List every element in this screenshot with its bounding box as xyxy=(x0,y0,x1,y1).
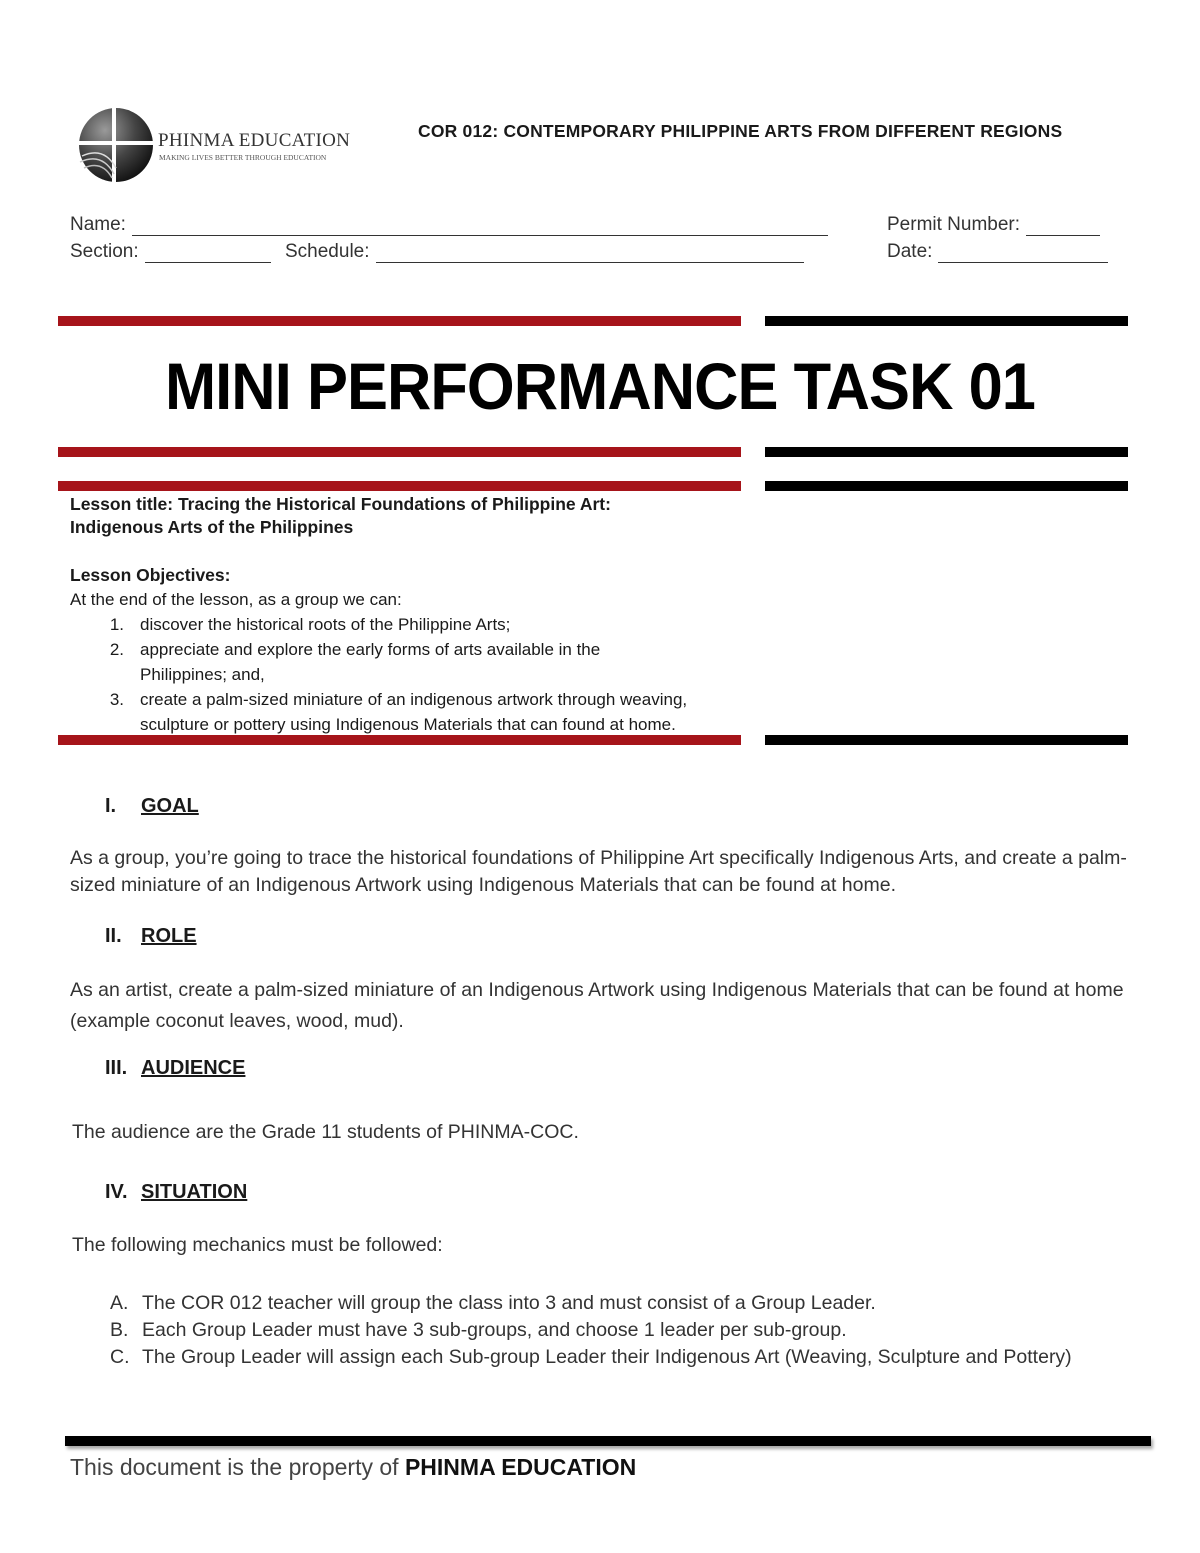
lesson-title-text-2: Indigenous Arts of the Philippines xyxy=(70,517,354,537)
section-field[interactable] xyxy=(70,241,271,263)
divider-black xyxy=(765,316,1128,326)
date-field[interactable] xyxy=(887,241,1108,263)
date-input-line[interactable] xyxy=(938,244,1108,263)
divider-black xyxy=(765,735,1128,745)
schedule-label: Schedule: xyxy=(285,241,370,262)
course-title: COR 012: CONTEMPORARY PHILIPPINE ARTS FROM DIFFERENT REGIONS xyxy=(418,121,1063,141)
footer-divider xyxy=(65,1436,1151,1446)
date-label: Date: xyxy=(887,241,933,262)
objectives-list xyxy=(70,612,750,737)
goal-text: As a group, you’re going to trace the historical foundations of Philippine Art specifically Indigenous Arts, and create a palm- sized miniature of an Indigenous Artwork using Indigenous Materials that can be found at home. xyxy=(70,847,1127,896)
permit-field[interactable] xyxy=(887,214,1100,236)
role-text: As an artist, create a palm-sized miniature of an Indigenous Artwork using Indigenous Materials that can be found at home (example coconut leaves, wood, mud). xyxy=(70,979,1124,1032)
list-item: A. The COR 012 teacher will group the class into 3 and must consist of a Group Leader. xyxy=(110,1292,876,1314)
lesson-block xyxy=(70,493,750,737)
name-field[interactable] xyxy=(70,214,828,236)
situation-intro: The following mechanics must be followed: xyxy=(72,1234,443,1256)
list-item: 2. appreciate and explore the early forms of arts available in the Philippines; and, xyxy=(109,640,601,684)
lesson-title-label: Lesson title: xyxy=(70,494,174,514)
lesson-title xyxy=(70,493,750,516)
list-item: C. The Group Leader will assign each Sub-group Leader their Indigenous Art (Weaving, Sculpture and Pottery) xyxy=(110,1346,1072,1368)
divider-red xyxy=(58,316,741,326)
name-input-line[interactable] xyxy=(132,217,828,236)
divider-red xyxy=(58,735,741,745)
schedule-input-line[interactable] xyxy=(376,244,804,263)
section-goal-heading: I. GOAL xyxy=(105,795,199,817)
situation-list xyxy=(110,1290,1150,1371)
list-item: 1. discover the historical roots of the Philippine Arts; xyxy=(109,615,511,634)
section-situation-heading: IV. SITUATION xyxy=(105,1181,248,1203)
logo-name: PHINMA EDUCATION xyxy=(158,130,351,151)
divider-red xyxy=(58,481,741,491)
divider-black xyxy=(765,447,1128,457)
lesson-title-text: Tracing the Historical Foundations of Philippine Art: xyxy=(177,494,611,514)
objectives-intro: At the end of the lesson, as a group we can: xyxy=(70,590,402,609)
section-label: Section: xyxy=(70,241,139,262)
logo-tagline: MAKING LIVES BETTER THROUGH EDUCATION xyxy=(159,153,327,162)
footer-text: This document is the property of PHINMA EDUCATION xyxy=(70,1454,637,1480)
permit-label: Permit Number: xyxy=(887,214,1021,235)
logo-globe-icon xyxy=(74,106,164,186)
permit-input-line[interactable] xyxy=(1026,217,1100,236)
name-label: Name: xyxy=(70,214,126,235)
divider-black xyxy=(765,481,1128,491)
section-audience-heading: III. AUDIENCE xyxy=(105,1057,246,1079)
audience-text: The audience are the Grade 11 students of PHINMA-COC. xyxy=(72,1121,579,1143)
schedule-field[interactable] xyxy=(285,241,804,263)
phinma-logo xyxy=(74,106,351,186)
list-item: 3. create a palm-sized miniature of an indigenous artwork through weaving, sculpture or pottery using Indigenous Materials that can found at home. xyxy=(109,690,688,734)
objectives-heading: Lesson Objectives: xyxy=(70,565,231,585)
section-role-heading: II. ROLE xyxy=(105,925,197,947)
list-item: B. Each Group Leader must have 3 sub-groups, and choose 1 leader per sub-group. xyxy=(110,1319,847,1341)
section-input-line[interactable] xyxy=(145,244,271,263)
footer-org: PHINMA EDUCATION xyxy=(404,1454,637,1480)
page-title: MINI PERFORMANCE TASK 01 xyxy=(164,349,1036,423)
divider-red xyxy=(58,447,741,457)
